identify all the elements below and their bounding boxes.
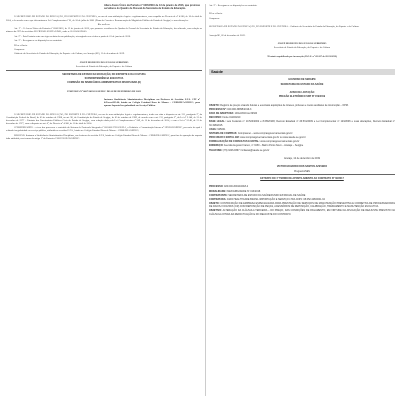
left-column [6, 4, 202, 141]
header-superintendencia: SUPERINTENDÊNCIA EXECUTIVA [84, 76, 124, 80]
header-secretaria: SECRETARIA DE ESTADO DA EDUCAÇÃO, DO ESPORTE E DA CULTURA [62, 72, 146, 76]
licitacao-fields [209, 104, 395, 152]
field-recurso: RECURSO: Fonte 0110/0210 [209, 116, 241, 120]
cumpra-se: Cumpra-se. [14, 48, 26, 52]
secretario-paragraph: O SECRETÁRIO DE ESTADO DA EDUCAÇÃO, DO ESPORTE E DA CULTURA, no uso de suas atribuições legais e regulamentares, tendo em vista o disposto no art. 211, parágrafo 2º, da Constituição Federal do Brasil, de 05 de outubro de 1988, no art. 90, da Constituição do Estado de Sergipe, de 05 de outubro de 1989, de acordo com o art. 211, parágrafo 2º, da Lei nº 2.148, de 21 de dezembro de 1977 – Estatuto dos Funcionários Públicos Civis do Estado de Sergipe, com redação dada pela Lei Complementar nº 249, de 15 de dezembro de 2014, e com a Lei nº 2.148, de 21 de dezembro de 1977, com o disposto no art. 4º, do Decreto nº 4.300, de 10 de abril de 2014. [6, 112, 202, 125]
article-3: Art. 3º – Revogam-se as disposições em contrário. [14, 39, 63, 43]
field-formalizacao: FORMALIZAÇÃO DE CONSULTAS E EDITAL: www.comprasgovernamentais.gov.br [209, 140, 300, 144]
right-secretaria-gabinete: SECRETARIA DE ESTADO DA EDUCAÇÃO, DO ESPORTE E DA CULTURA – Gabinete do Secretário de Estado da Educação, do Esporte e da Cultura. [209, 25, 360, 29]
extrato-contratada: CONTRATADA: ASPA HEALTHCARE BRASIL IMPORTAÇÃO E SERVIÇO LTDA CNPJ: 08.052.428/0001-34 [209, 197, 325, 201]
signature-role: Secretário de Estado da Educação, do Esporte e da Cultura [75, 65, 133, 69]
preamble-paragraph: O SECRETÁRIO DE ESTADO DA EDUCAÇÃO, DO ESPORTE E DA CULTURA, no uso de suas atribuições legais e regulamentares, com respaldo no Decreto de nº 4.300, de 10 de abril de 2014, e de acordo com o que determinam a Lei Complementar nº 61, de 10 de julho de 2001 (Plano de Carreira e Remuneração do Magistério Público do Estado de Sergipe) e suas alterações. [6, 15, 202, 22]
extrato-modalidade: MODALIDADE: INEXIGIBILIDADE Nº 013/2018 [209, 189, 261, 193]
right-cumpra-se: Cumpra-se. [209, 16, 221, 20]
ementa-altera-anexo: Altera Anexo Único da Portaria nº 0245/2016 de 13 de janeiro de 2016, que promove servidores do Quadro de Pessoal da Secretaria de Estado da Educação. [104, 4, 200, 11]
field-telefone: TELEFONE: (79) 3226-8397 / licitacao@saude.se.gov.br [209, 148, 270, 152]
republicada-note: *Portaria republicada por incorreção (D.O.E. nº 28.327 de 05/12/2019) [266, 54, 338, 58]
portaria-title: PORTARIA Nº 0667/2019/GS/SEDUC DE 02 DE DEZEMBRO DE 2019 [67, 89, 141, 93]
de-se-ciencia: Dê-se ciência. [14, 43, 28, 47]
column-divider [205, 4, 206, 396]
field-objeto: OBJETO: Registro de preços visando futuras e eventuais aquisições de órteses, próteses e meios auxiliares de locomoção – OPM. [209, 103, 349, 107]
field-procurar-edital: PROCURAR O EDITAL EM: www.comprasgovernamentais.gov.br ou www.saude.se.gov.br [209, 136, 306, 140]
pregao-eletronico: PREGÃO ELETRÔNICO SRP Nº 159/2019 [278, 95, 326, 99]
aviso-date: Aracaju, 12 de dezembro de 2019 [283, 156, 321, 160]
pregoeiro-role: Pregoeiro/SES [294, 169, 310, 173]
field-endereco: ENDEREÇO: Avenida Augusto Franco, nº 3150 – Bairro Ponto Novo – Aracaju – Sergipe [209, 144, 304, 148]
right-signature-name: JOSUÉ MODESTO DOS PASSOS SUBRINHO [277, 41, 327, 45]
gabinete-date: Gabinete do Secretário de Estado da Educação, do Esporte e da Cultura, em Aracaju (SE), 11 de dezembro de 2019. [14, 52, 125, 56]
header-comissao: COMISSÃO DE SINDICÂNCIA ADMINISTRATIVA DISCIPLINAR-(II) [67, 81, 141, 85]
right-separator-rule [209, 174, 395, 175]
gov-sergipe: GOVERNO DE SERGIPE [288, 78, 316, 82]
extrato-contratante: CONTRATANTE: SECRETARIA DE ESTADO DA SAÚDE/FUNDO ESTADUAL DE SAÚDE [209, 193, 306, 197]
resolve-heading: R e s o l v e: [97, 22, 111, 26]
extrato-objeto: OBJETO: CONTRATAÇÃO DE EMPRESA ESPECIALIZADA PARA PRESTAÇÃO DE SERVIÇOS DE MANUTENÇÃO PREVENTIVA E CORRETIVA DE PROCESSADORAS DE RAIOS-X DIGITAIS (CR) COM REPOSIÇÃO DE PEÇAS, ACESSÓRIOS DE REPOSIÇÃO, CALIBRAÇÃO, TREINAMENTO E MANUTENÇÃO EVOLUTIVA. [209, 202, 395, 209]
field-data-abertura: DATA DE ABERTURA: 19/12/2019 às 09h00 [209, 112, 258, 116]
resolve-paragraph: RESOLVE: Instaurar a Sindicância Administrativa Disciplinar, em desfavor do servidor E.F.S, lotado no Colégio Estadual Rosa de Moura – CEBR/DEA/SEDUC, para fins de apuração da suposta falta atribuída, nos termos do artigo 1º da Portaria nº 0667/2019/GS/SEDUC. [6, 133, 202, 140]
aviso-licitacao: AVISO DE LICITAÇÃO [289, 90, 315, 94]
considerando-paragraph: CONSIDERANDO – o teor dos processos e conteúdo do Sistema de Protocolo Integrado nº 016.000.27216/2019-1, o Relatório e Comunicação Interna nº 399/2019/SEDUC, por meio do qual é relatado irregularidade no serviço público, atribuída ao servidor E.F.S., lotado no Colégio Estadual Rosa de Moura – CEBR/DEA/SEDUC; [6, 126, 202, 133]
field-processo: PROCESSO Nº: 020.000.39895/2019-3 [209, 107, 252, 111]
extrato-fields [209, 185, 395, 215]
right-signature-role: Secretário de Estado da Educação, do Esporte e da Cultura [273, 46, 331, 50]
field-base-legal: BASE LEGAL: Leis Federais nº 10.520/2002 e 8.666/1993; Decreto Estadual nº 26.531/2009 e Lei Complementar nº 123/2006 e suas alterações, Decreto Estadual nº 30.198/2015. [209, 120, 395, 127]
article-2: Art. 2º – Esta Portaria entra em vigor na data da sua publicação, retroagindo seus efeitos a partir de 01 de janeiro de 2016. [14, 34, 131, 38]
pregoeiro-name: VICTOR EDUARDO DOS SANTOS AZEVEDO [276, 165, 328, 169]
right-date: Aracaju/SE, 02 de dezembro de 2019. [209, 33, 246, 37]
secretaria-saude: SECRETARIA DE ESTADO DA SAÚDE [280, 82, 324, 86]
extrato-processo: PROCESSO: 020.000.20944/2018-2 [209, 185, 249, 189]
section-header-saude: Saúde [209, 69, 395, 75]
revogam-se: Art. 3º – Revogam-se as disposições em contrário. [209, 4, 258, 7]
field-sistema-compras: SISTEMA DE COMPRAS: Comprasnet – www.comprasgovernamentais.gov.br [209, 131, 293, 135]
field-uasg: UASG: 925001 [209, 127, 226, 131]
right-de-se-ciencia: Dê-se ciência. [209, 12, 223, 16]
extrato-objetivo: OBJETIVO: ALTERAÇÃO DA CLÁUSULA TERCEIRA – DO PREÇO, DAS CONDIÇÕES DE PAGAMENTO, EM VIRTUDE DA APLICAÇÃO DE REAJUSTE PREVISTO NA CLÁUSULA OITAVA DA REPACTUAÇÃO E DO REAJUSTE DO CONTRATO. [209, 209, 395, 216]
ementa-sindicancia: Instaura Sindicância Administrativa Disciplinar em Desfavor de Servidor E.F.S. CPF nº 445.xxx.095-00, lotado no Colégio Estadual Rosa de Moura – CEBR/DEA/SEDUC, para apurar Suposta Irregularidade no Serviço Público. [104, 98, 200, 108]
article-1: Art. 1º – O Anexo Único da Portaria nº 0245/2016, de 13 de janeiro de 2016, que promove servidores do Quadro de Pessoal da Secretaria de Estado da Educação, fica alterado, com relação ao número da CPF da servidora LUCIELMA SOUZA LIMA, onde se lê 011456190/05. [6, 27, 202, 34]
right-column [209, 4, 395, 217]
signature-name: JOSUÉ MODESTO DOS PASSOS SUBRINHO [79, 60, 129, 64]
extrato-title: EXTRATO DO 1º TERMO DE APOSTILAMENTO AO CONTRATO Nº 36/2017 [260, 177, 344, 181]
separator-rule [6, 70, 202, 71]
